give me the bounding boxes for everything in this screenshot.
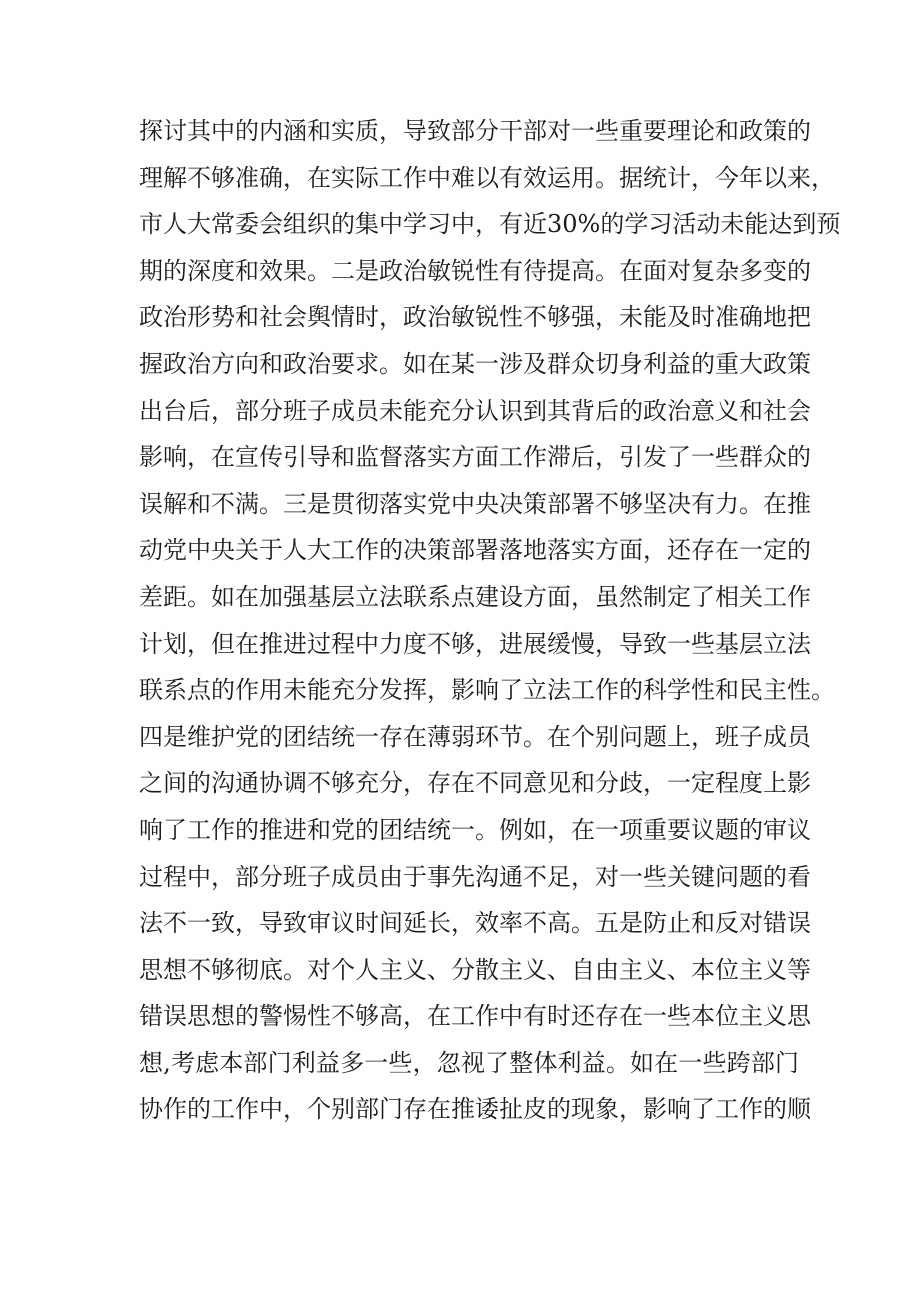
text-line: 差距。如在加强基层立法联系点建设方面，虽然制定了相关工作 (139, 582, 811, 611)
text-line: 动党中央关于人大工作的决策部署落地落实方面，还存在一定的 (139, 536, 811, 565)
text-line: 响了工作的推进和党的团结统一。例如，在一项重要议题的审议 (139, 815, 811, 844)
text-line: 法不一致，导致审议时间延长，效率不高。五是防止和反对错误 (139, 909, 811, 938)
text-line: 协作的工作中，个别部门存在推诿扯皮的现象，影响了工作的顺 (139, 1095, 811, 1124)
text-line: 想,考虑本部门利益多一些，忽视了整体利益。如在一些跨部门 (139, 1048, 799, 1077)
text-line: 过程中，部分班子成员由于事先沟通不足，对一些关键问题的看 (139, 862, 811, 891)
text-line: 握政治方向和政治要求。如在某一涉及群众切身利益的重大政策 (139, 349, 811, 378)
text-line: 联系点的作用未能充分发挥，影响了立法工作的科学性和民主性。 (139, 676, 835, 705)
text-line: 探讨其中的内涵和实质，导致部分干部对一些重要理论和政策的 (139, 117, 811, 145)
body-text (139, 108, 841, 1133)
text-line: 市人大常委会组织的集中学习中，有近30%的学习活动未能达到预 (139, 210, 841, 239)
text-line: 理解不够准确，在实际工作中难以有效运用。据统计，今年以来， (139, 163, 835, 192)
text-line: 误解和不满。三是贯彻落实党中央决策部署不够坚决有力。在推 (139, 489, 811, 518)
text-line: 计划，但在推进过程中力度不够，进展缓慢，导致一些基层立法 (139, 629, 811, 658)
text-line: 期的深度和效果。二是政治敏锐性有待提高。在面对复杂多变的 (139, 256, 811, 285)
text-line: 四是维护党的团结统一存在薄弱环节。在个别问题上，班子成员 (139, 722, 811, 751)
text-line: 思想不够彻底。对个人主义、分散主义、自由主义、本位主义等 (139, 955, 811, 984)
text-line: 之间的沟通协调不够充分，存在不同意见和分歧，一定程度上影 (139, 769, 811, 798)
text-line: 出台后，部分班子成员未能充分认识到其背后的政治意义和社会 (139, 396, 811, 425)
text-line: 影响，在宣传引导和监督落实方面工作滞后，引发了一些群众的 (139, 443, 811, 472)
text-line: 错误思想的警惕性不够高，在工作中有时还存在一些本位主义思 (139, 1002, 811, 1031)
text-line: 政治形势和社会舆情时，政治敏锐性不够强，未能及时准确地把 (139, 303, 811, 332)
